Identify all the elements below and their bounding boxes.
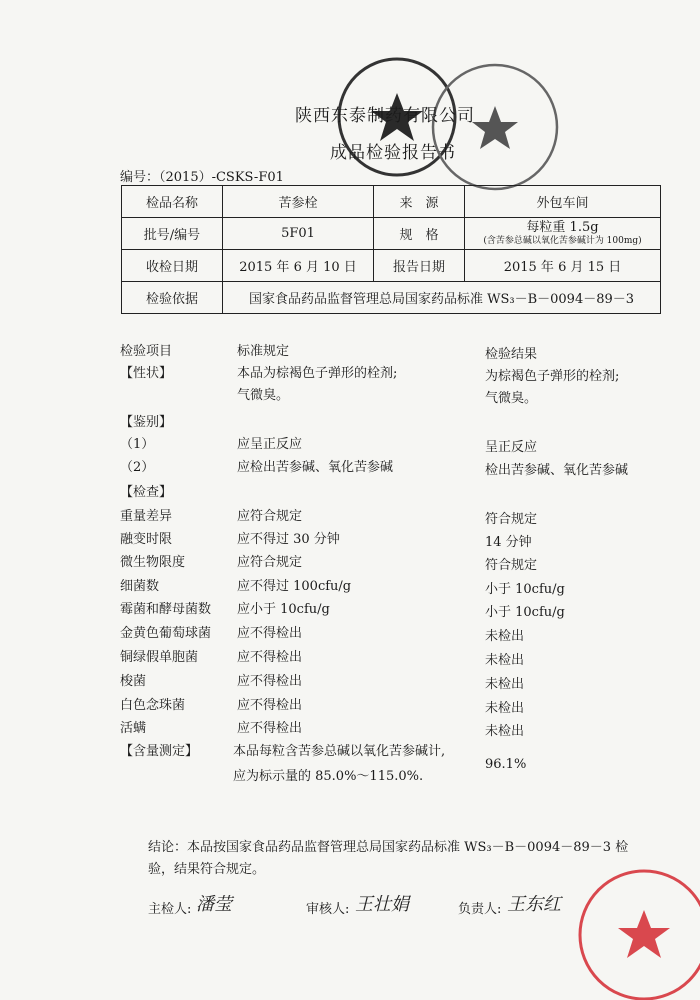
- check-result: 小于 10cfu/g: [485, 582, 565, 597]
- table-row: [122, 282, 661, 314]
- check-result: 未检出: [485, 701, 525, 716]
- responsible-signature: 王东红: [507, 894, 561, 915]
- check-result: 未检出: [485, 677, 525, 692]
- section-inspection: 【检查】: [120, 485, 173, 500]
- check-item: 铜绿假单胞菌: [120, 650, 199, 665]
- check-standard: 应不得检出: [237, 674, 303, 689]
- column-item-header: 检验项目: [120, 344, 173, 359]
- source-label: 来 源: [374, 186, 465, 218]
- inspector-label: 主检人:: [148, 902, 192, 917]
- table-row: [122, 250, 661, 282]
- section-assay: 【含量测定】: [120, 744, 199, 759]
- traits-result-2: 气微臭。: [485, 391, 538, 406]
- check-standard: 应符合规定: [237, 555, 303, 570]
- check-standard: 应不得过 100cfu/g: [237, 579, 352, 594]
- product-name: 苦参栓: [223, 186, 374, 218]
- table-row: [122, 186, 661, 218]
- check-result: 未检出: [485, 629, 525, 644]
- batch-value: 5F01: [223, 218, 374, 250]
- check-result: 符合规定: [485, 512, 538, 527]
- info-table: [121, 185, 661, 314]
- traits-result-1: 为棕褐色子弹形的栓剂;: [485, 369, 620, 384]
- report-date-label: 报告日期: [374, 250, 465, 282]
- check-item: 微生物限度: [120, 555, 186, 570]
- check-standard: 应不得检出: [237, 626, 303, 641]
- check-item: 融变时限: [120, 532, 173, 547]
- column-standard-header: 标准规定: [237, 344, 290, 359]
- receive-date: 2015 年 6 月 10 日: [223, 250, 374, 282]
- id1-label: （1）: [120, 437, 155, 452]
- id1-standard: 应呈正反应: [237, 437, 303, 452]
- section-identification: 【鉴别】: [120, 415, 173, 430]
- id1-result: 呈正反应: [485, 440, 538, 455]
- check-item: 白色念珠菌: [120, 698, 186, 713]
- section-traits: 【性状】: [120, 366, 173, 381]
- check-standard: 应不得检出: [237, 698, 303, 713]
- source-value: 外包车间: [465, 186, 661, 218]
- company-name: 陕西东泰制药有限公司: [295, 106, 475, 126]
- document-number: 编号：（2015）-CSKS-F01: [120, 170, 284, 185]
- check-result: 符合规定: [485, 558, 538, 573]
- receive-date-label: 收检日期: [122, 250, 223, 282]
- check-item: 活螨: [120, 721, 147, 736]
- assay-result: 96.1%: [485, 757, 527, 772]
- check-result: 小于 10cfu/g: [485, 605, 565, 620]
- basis-label: 检验依据: [122, 282, 223, 314]
- check-result: 未检出: [485, 653, 525, 668]
- check-result: 未检出: [485, 724, 525, 739]
- spec-main: 每粒重 1.5g: [526, 220, 599, 235]
- column-result-header: 检验结果: [485, 347, 538, 362]
- quality-dept-stamp: [428, 60, 563, 195]
- check-standard: 应小于 10cfu/g: [237, 602, 330, 617]
- inspector-signature: 潘莹: [196, 894, 232, 915]
- table-row: [122, 218, 661, 250]
- spec-label: 规 格: [374, 218, 465, 250]
- traits-standard-1: 本品为棕褐色子弹形的栓剂;: [237, 366, 398, 381]
- report-date: 2015 年 6 月 15 日: [465, 250, 661, 282]
- id2-standard: 应检出苦参碱、氧化苦参碱: [237, 460, 394, 475]
- check-standard: 应符合规定: [237, 509, 303, 524]
- basis-value: 国家食品药品监督管理总局国家药品标准 WS₃－B－0094－89－3: [223, 282, 661, 314]
- responsible-label: 负责人:: [458, 902, 502, 917]
- check-item: 重量差异: [120, 509, 173, 524]
- id2-result: 检出苦参碱、氧化苦参碱: [485, 463, 629, 478]
- conclusion: 结论：本品按国家食品药品监督管理总局国家药品标准 WS₃－B－0094－89－3 检验，结果符合规定。: [148, 840, 629, 877]
- check-item: 霉菌和酵母菌数: [120, 602, 212, 617]
- check-standard: 应不得过 30 分钟: [237, 532, 340, 547]
- traits-standard-2: 气微臭。: [237, 388, 290, 403]
- document-title: 成品检验报告书: [330, 143, 456, 163]
- check-item: 金黄色葡萄球菌: [120, 626, 212, 641]
- check-standard: 应不得检出: [237, 721, 303, 736]
- check-item: 细菌数: [120, 579, 160, 594]
- check-item: 梭菌: [120, 674, 147, 689]
- assay-standard-1: 本品每粒含苦参总碱以氧化苦参碱计,: [233, 744, 446, 759]
- spec-note: (含苦参总碱以氧化苦参碱计为 100mg): [483, 236, 642, 246]
- product-name-label: 检品名称: [122, 186, 223, 218]
- spec-value: [465, 218, 661, 250]
- reviewer-signature: 王壮娟: [355, 894, 409, 915]
- reviewer-label: 审核人:: [306, 902, 350, 917]
- id2-label: （2）: [120, 460, 155, 475]
- check-standard: 应不得检出: [237, 650, 303, 665]
- batch-label: 批号/编号: [122, 218, 223, 250]
- check-result: 14 分钟: [485, 535, 532, 550]
- assay-standard-2: 应为标示量的 85.0%～115.0%.: [233, 769, 424, 784]
